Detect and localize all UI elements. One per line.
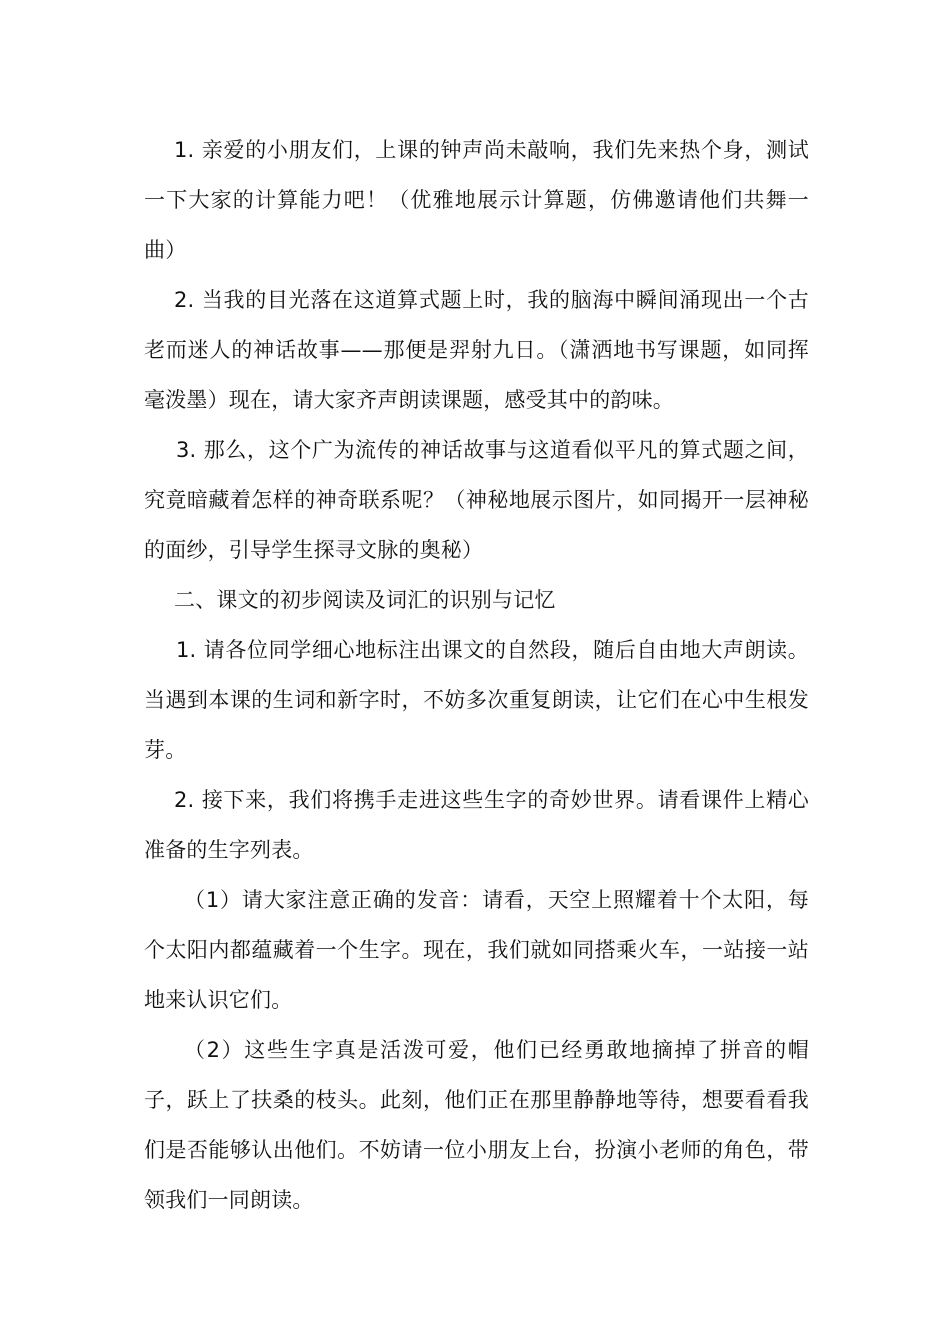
paragraph-character-list: 2. 接下来，我们将携手走进这些生字的奇妙世界。请看课件上精心准备的生字列表。 — [144, 788, 809, 862]
paragraph-warmup: 1. 亲爱的小朋友们，上课的钟声尚未敲响，我们先来热个身，测试一下大家的计算能力吧！（优雅地展示计算题，仿佛邀请他们共舞一曲） — [144, 138, 809, 262]
paragraph-connection-question: 3. 那么，这个广为流传的神话故事与这道看似平凡的算式题之间，究竟暗藏着怎样的神奇联系呢？（神秘地展示图片，如同揭开一层神秘的面纱，引导学生探寻文脉的奥秘） — [144, 438, 809, 562]
document-body — [144, 125, 809, 1225]
section-heading: 二、课文的初步阅读及词汇的识别与记忆 — [174, 588, 556, 612]
paragraph-pronunciation: （1）请大家注意正确的发音：请看，天空上照耀着十个太阳，每个太阳内都蕴藏着一个生字。现在，我们就如同搭乘火车，一站接一站地来认识它们。 — [144, 888, 809, 1012]
paragraph-myth-intro: 2. 当我的目光落在这道算式题上时，我的脑海中瞬间涌现出一个古老而迷人的神话故事——那便是羿射九日。（潇洒地书写课题，如同挥毫泼墨）现在，请大家齐声朗读课题，感受其中的韵味。 — [144, 288, 809, 412]
paragraph-recognition: （2）这些生字真是活泼可爱，他们已经勇敢地摘掉了拼音的帽子，跃上了扶桑的枝头。此刻，他们正在那里静静地等待，想要看看我们是否能够认出他们。不妨请一位小朋友上台，扮演小老师的角色，带领我们一同朗读。 — [144, 1038, 809, 1212]
paragraph-reading-instruction: 1. 请各位同学细心地标注出课文的自然段，随后自由地大声朗读。当遇到本课的生词和新字时，不妨多次重复朗读，让它们在心中生根发芽。 — [144, 638, 809, 762]
